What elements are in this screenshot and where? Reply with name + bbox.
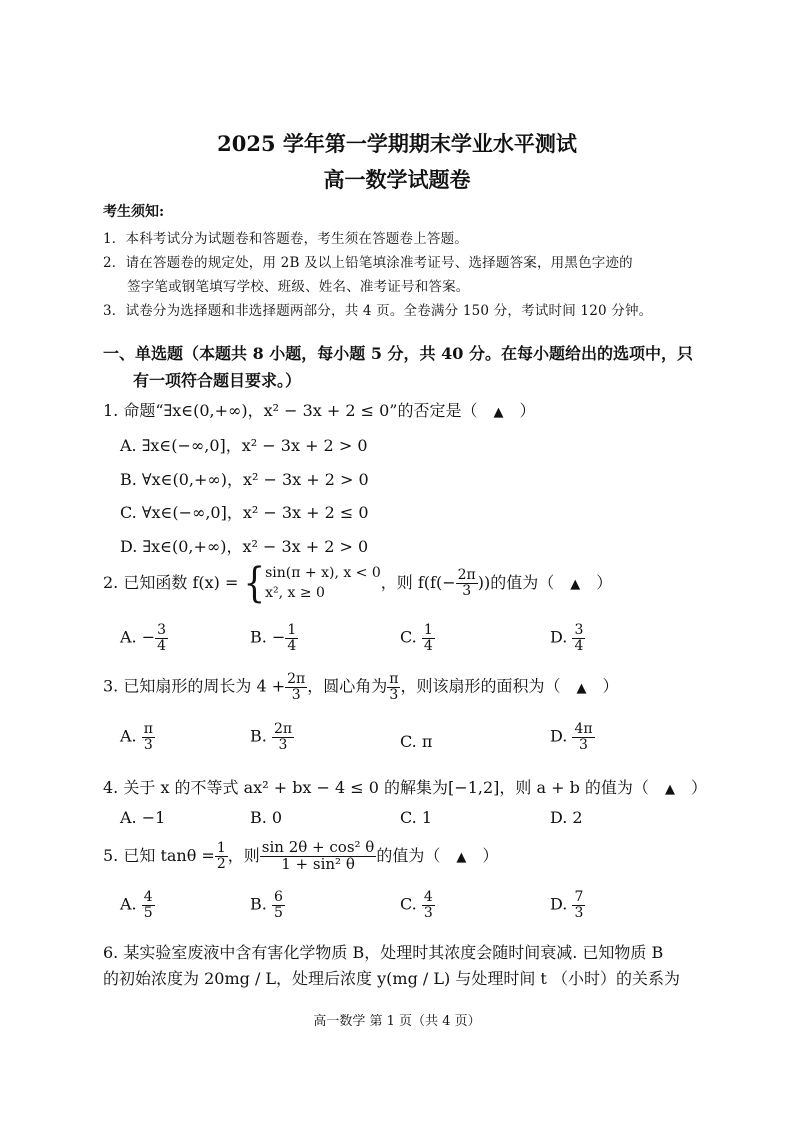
fraction-num: 2π [273,721,293,737]
fraction-den: 3 [462,583,472,600]
fraction-den: 3 [423,904,433,921]
case-2: x², x ≥ 0 [265,584,325,601]
question-2-stem [103,559,613,608]
case-1: sin(π + x), x < 0 [265,565,381,581]
q3-option-d [550,722,595,752]
answer-marker: ▲ [456,849,467,865]
brace-symbol: { [243,559,266,608]
fraction-den: 4 [157,637,167,654]
fraction [260,840,377,873]
fraction-den: 4 [423,637,433,654]
fraction [572,890,585,920]
question-6-line-1: 6. 某实验室废液中含有害化学物质 B，处理时其浓度会随时间衰减. 已知物质 B [103,943,664,962]
q2-option-d [550,623,585,653]
notice-item: 2．请在答题卷的规定处，用 2B 及以上铅笔填涂准考证号、选择题答案，用黑色字迹的 [103,255,633,271]
fraction-num: 2π [457,567,476,584]
q2-option-b [250,623,298,653]
q5-text: 5. 已知 tanθ = [103,845,215,865]
q2-option-c [400,623,435,653]
option-label: B. [250,726,267,746]
question-6-line-2: 的初始浓度为 20mg / L，处理后浓度 y(mg / L) 与处理时间 t （小时）的关系为 [103,969,680,988]
fraction-den: 1 + sin² θ [281,854,355,873]
option-label: A. [120,627,137,647]
page-footer: 高一数学 第 1 页（共 4 页） [313,1014,481,1029]
fraction-den: 2 [216,855,226,872]
fraction [155,623,168,653]
question-1-stem [103,398,536,421]
fraction-num: 1 [423,622,433,638]
fraction-den: 3 [291,686,301,703]
fraction-num: 3 [574,622,584,638]
q4-option-c: C. 1 [400,808,433,827]
exam-subtitle: 高一数学试题卷 [323,167,471,192]
q5-option-b [250,890,285,920]
notice-item: 3．试卷分为选择题和非选择题两部分，共 4 页。全卷满分 150 分，考试时间 120 分钟。 [103,303,653,319]
fraction-den: 3 [278,736,288,753]
fraction-num: 3 [157,622,167,638]
answer-marker: ▲ [570,577,581,593]
fraction-num: 2π [287,671,306,687]
fraction [272,890,285,920]
q1-option-b: B. ∀x∈(0,+∞)，x² − 3x + 2 > 0 [120,470,369,489]
option-label: C. [400,627,417,647]
option-label: C. [400,894,417,914]
answer-marker: ▲ [664,782,675,797]
fraction [422,623,435,653]
q2-text: 2. 已知函数 f(x) = [103,573,239,593]
option-label: B. [250,627,267,647]
fraction-num: 4π [574,721,593,737]
q3-option-b [250,722,294,752]
answer-marker: ▲ [493,405,504,420]
q1-option-c: C. ∀x∈(−∞,0]，x² − 3x + 2 ≤ 0 [120,503,369,522]
q2-mid: ，则 f(f(− [380,573,456,593]
fraction-den: 3 [389,686,399,703]
q5-mid: ，则 [227,845,260,865]
q5-post: 的值为（ [376,845,441,865]
fraction-den: 4 [287,637,297,654]
fraction [142,722,155,752]
q3-post: ，则该扇形的面积为（ [400,676,561,696]
q2-option-a [120,623,168,653]
fraction [285,623,298,653]
fraction-num: 4 [423,889,433,905]
fraction [215,841,228,871]
section-heading-cont: 有一项符合题目要求。） [133,371,302,390]
piecewise-cases [265,564,381,603]
q5-option-a [120,890,155,920]
notice-item: 1．本科考试分为试题卷和答题卷，考生须在答题卷上答题。 [103,231,468,247]
section-heading: 一、单选题（本题共 8 小题，每小题 5 分，共 40 分。在每小题给出的选项中，只 [103,344,693,363]
fraction [285,672,307,702]
option-label: D. [550,726,568,746]
fraction-num: 7 [574,889,584,905]
q3-close: ） [602,676,619,696]
notice-title: 考生须知: [103,204,165,220]
fraction [456,568,478,598]
q2-post: ))的值为（ [477,573,555,593]
q1-text: 1. 命题“∃x∈(0,+∞)，x² − 3x + 2 ≤ 0”的否定是（ [103,401,478,420]
fraction-num: 4 [143,889,153,905]
notice-item: 签字笔或钢笔填写学校、班级、姓名、准考证号和答案。 [127,279,470,295]
q3-mid: ，圆心角为 [307,676,388,696]
option-label: D. [550,894,568,914]
fraction-num: 1 [287,622,297,638]
option-sign: − [271,627,286,647]
exam-title: 2025 学年第一学期期末学业水平测试 [217,131,577,156]
q2-close: ） [596,573,613,593]
option-label: A. [120,894,137,914]
q1-option-a: A. ∃x∈(−∞,0]，x² − 3x + 2 > 0 [120,436,368,455]
fraction-den: 5 [143,904,153,921]
q4-close: ） [690,778,707,797]
q3-option-c: C. π [400,732,433,751]
q5-close: ） [482,845,499,865]
fraction-den: 3 [579,736,588,753]
answer-marker: ▲ [576,680,587,696]
option-sign: − [141,627,156,647]
fraction-den: 5 [273,904,283,921]
q4-option-a: A. −1 [120,808,166,827]
fraction-num: 6 [273,889,283,905]
option-label: B. [250,894,267,914]
fraction [272,722,294,752]
fraction-den: 3 [574,904,584,921]
q1-option-d: D. ∃x∈(0,+∞)，x² − 3x + 2 > 0 [120,537,369,556]
fraction [572,623,585,653]
q4-option-d: D. 2 [550,808,583,827]
q3-option-a [120,722,155,752]
fraction [572,722,594,752]
q1-close: ） [519,401,536,420]
question-3-stem [103,672,618,702]
option-label: D. [550,627,568,647]
fraction-num: sin 2θ + cos² θ [261,838,375,856]
q3-text: 3. 已知扇形的周长为 4 + [103,676,286,696]
fraction-num: π [143,721,153,737]
q5-option-c [400,890,435,920]
fraction-den: 3 [143,736,153,753]
option-label: A. [120,726,137,746]
fraction-num: π [389,671,399,687]
q4-option-b: B. 0 [250,808,283,827]
fraction-den: 4 [574,637,584,654]
fraction [142,890,155,920]
fraction-num: 1 [216,840,226,857]
q4-text: 4. 关于 x 的不等式 ax² + bx − 4 ≤ 0 的解集为[−1,2]，则 a + b 的值为（ [103,778,649,797]
q5-option-d [550,890,585,920]
fraction [422,890,435,920]
question-5-stem [103,840,498,873]
fraction [387,672,400,702]
question-4-stem [103,775,707,798]
